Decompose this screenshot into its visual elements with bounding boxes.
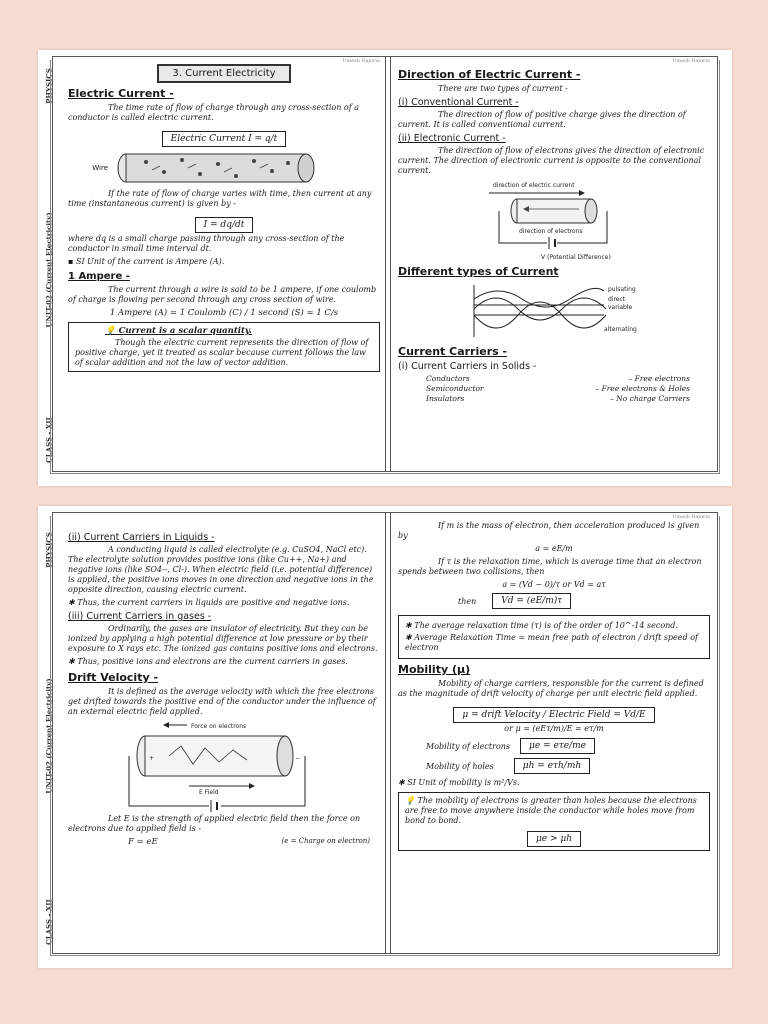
liquids-note: ✱ Thus, the current carriers in liquids are positive and negative ions. (68, 598, 350, 607)
mobility-holes-label: Mobility of holes (426, 761, 494, 771)
drift-text: It is defined as the average velocity with which the free electrons get drifted towards the positive end of the conductor under the influence of an external electric field applied. (68, 687, 376, 716)
ampere-definition: The current through a wire is said to be 1 ampere, if one coulomb of charge is flowing per second through any cross section of wire. (68, 285, 377, 304)
electronic-text: The direction of flow of electrons gives the direction of electronic current. The direction of electronic current is opposite to the conventional current. (398, 146, 705, 175)
drift-velocity-boxed: Vd = (eE/m)τ (492, 593, 571, 609)
fig-mid-label: direction of electrons (519, 228, 583, 235)
solid-carrier: – Free electrons & Holes (595, 384, 690, 393)
conventional-heading: (i) Conventional Current - (398, 97, 519, 108)
solids-heading: (i) Current Carriers in Solids - (398, 361, 537, 372)
then-label: then (458, 596, 477, 606)
solids-row (398, 384, 710, 394)
drift-velocity-row (398, 593, 710, 609)
bulb-icon: 💡 (405, 796, 415, 805)
mobility-electrons-label: Mobility of electrons (426, 741, 511, 751)
solid-material: Conductors (426, 374, 470, 383)
solids-row (398, 394, 710, 404)
solid-carrier: – Free electrons (628, 374, 690, 383)
si-unit-mobility: ✱ SI Unit of mobility is m²/Vs. (398, 778, 520, 787)
si-unit-mobility-text: SI Unit of mobility is m²/Vs. (407, 778, 520, 787)
gases-text: Ordinarily, the gases are insulator of electricity. But they can be ionized by applying a high potential difference at low pressure or by their exposure to X rays etc. The ionized gas contains positive ions and electrons. (68, 624, 378, 653)
plus-sign: + (149, 755, 155, 762)
wave-label-variable: variable (608, 304, 633, 311)
mobility-note (405, 796, 703, 826)
runner-author-right: Umesh Rajoria (672, 514, 710, 520)
relaxation-text: If τ is the relaxation time, which is average time that an electron spends between two collisions, then (398, 557, 702, 576)
class-label: CLASS - XII (44, 417, 54, 463)
wave-label-alternating: alternating (604, 326, 637, 333)
liquids-note-text: Thus, the current carriers in liquids are positive and negative ions. (77, 598, 350, 607)
solid-carrier: – No charge Carriers (610, 394, 690, 403)
minus-sign: − (295, 755, 301, 762)
scalar-note-title: Current is a scalar quantity. (118, 326, 252, 336)
column-divider (385, 56, 391, 472)
wave-label-pulsating: pulsating (608, 286, 636, 293)
mobility-heading: Mobility (μ) (398, 663, 471, 676)
page-1-right-column (398, 58, 710, 472)
relaxation-note-1-text: The average relaxation time (τ) is of the order of 10^-14 second. (414, 621, 678, 630)
mobility-compare: μe > μh (527, 831, 581, 847)
si-unit-current: ▪ SI Unit of the current is Ampere (A). (68, 257, 225, 266)
gases-heading: (iii) Current Carriers in gases - (68, 611, 212, 622)
conventional-text: The direction of flow of positive charge gives the direction of current. It is called conventional current. (398, 110, 686, 129)
electronic-heading: (ii) Electronic Current - (398, 133, 506, 144)
types-heading: Different types of Current (398, 265, 559, 278)
chapter-title: 3. Current Electricity (157, 64, 291, 83)
force-formula-row (68, 837, 380, 847)
si-unit-text: SI Unit of the current is Ampere (A). (75, 257, 225, 266)
mobility-holes-row (398, 758, 710, 774)
current-direction-diagram (429, 179, 679, 261)
current-formula: Electric Current I = q/t (162, 131, 287, 147)
drift-velocity-formula: a = (Vd − 0)/τ or Vd = aτ (502, 580, 606, 589)
mobility-text: Mobility of charge carriers, responsible for the current is defined as the magnitude of drift velocity of charge per unit electric field applied. (398, 679, 704, 698)
solids-row (398, 374, 710, 384)
page-1-left-column (68, 58, 380, 472)
acceleration-formula: a = eE/m (535, 544, 573, 553)
direction-heading: Direction of Electric Current - (398, 68, 581, 81)
section-heading: Electric Current - (68, 87, 174, 100)
page-2-left-column (68, 514, 380, 954)
force-text: Let E is the strength of applied electric field then the force on electrons due to applied field is - (68, 814, 361, 833)
drift-heading: Drift Velocity - (68, 671, 159, 684)
wave-label-direct: direct (608, 296, 626, 303)
scalar-note-box (68, 322, 380, 372)
ampere-heading: 1 Ampere - (68, 271, 130, 282)
acceleration-text: If m is the mass of electron, then acceleration produced is given by (398, 521, 700, 540)
scalar-note-text: Though the electric current represents the direction of flow of positive charge, yet it treated as scalar because current follows the law of scalar addition and not the law of vector addition. (75, 338, 369, 367)
solid-material: Insulators (426, 394, 465, 403)
runner-author: Umesh Rajoria (342, 58, 380, 64)
relaxation-note-2: ✱ Average Relaxation Time = mean free path of electron / drift speed of electron (405, 633, 698, 652)
varying-current-text: If the rate of flow of charge varies with time, then current at any time (instantaneous current) is given by - (68, 189, 372, 208)
dq-explanation: where dq is a small charge passing through any cross-section of the conductor in small time interval dt. (68, 234, 345, 253)
relaxation-box (398, 615, 710, 659)
subject-label: PHYSICS (44, 532, 54, 568)
mobility-electrons-row (398, 738, 710, 754)
mobility-electrons-formula: μe = eτe/me (520, 738, 595, 754)
wire-label: Wire (92, 164, 108, 172)
instantaneous-current-formula: I = dq/dt (195, 217, 254, 233)
force-formula: F = eE (128, 837, 158, 847)
fig-force-label: Force on electrons (191, 723, 247, 730)
liquids-heading: (ii) Current Carriers in Liquids - (68, 532, 215, 543)
runner-author-right: Umesh Rajoria (672, 58, 710, 64)
liquids-text: A conducting liquid is called electrolyte (e.g. CuSO4, NaCl etc). The electrolyte solution provides positive ions (like Cu++, Na+) and negative ions (like SO4--, Cl-). When electric field (i.e. potential difference) is applied, the positive ions moves in one direction and negative ions in the opposite direction, causing electric current. (68, 545, 374, 594)
class-label: CLASS - XII (44, 899, 54, 945)
fig-bottom-label: V (Potential Difference) (541, 254, 611, 261)
unit-label: UNIT-02 (Current Electricity) (44, 678, 54, 794)
unit-label: UNIT-02 (Current Electricity) (44, 212, 54, 328)
relaxation-note-2-text: Average Relaxation Time = mean free path of electron / drift speed of electron (405, 633, 698, 652)
force-note: (e = Charge on electron) (281, 837, 370, 845)
direction-intro: There are two types of current - (438, 84, 568, 93)
fig-top-label: direction of electric current (493, 182, 575, 189)
relaxation-note-1: ✱ The average relaxation time (τ) is of the order of 10^-14 second. (405, 621, 678, 630)
bulb-icon: 💡 (105, 326, 116, 336)
mobility-formula: μ = drift Velocity / Electric Field = Vd/E (453, 707, 654, 723)
current-types-graph (454, 281, 654, 341)
fig-field-label: E Field (199, 789, 219, 796)
scalar-note-heading (75, 326, 373, 336)
solid-material: Semiconductor (426, 384, 484, 393)
mobility-note-text: The mobility of electrons is greater than holes because the electrons are free to move anywhere inside the conductor while holes move from bond to bond. (405, 796, 697, 825)
ampere-formula: 1 Ampere (A) = 1 Coulomb (C) / 1 second (S) = 1 C/s (109, 308, 339, 318)
mobility-note-box (398, 792, 710, 851)
drift-velocity-diagram (109, 720, 339, 812)
gases-note: ✱ Thus, positive ions and electrons are the current carriers in gases. (68, 657, 348, 666)
carriers-heading: Current Carriers - (398, 345, 508, 358)
subject-label: PHYSICS (44, 68, 54, 104)
wire-diagram (112, 150, 322, 186)
page-1 (38, 50, 732, 486)
gases-note-text: Thus, positive ions and electrons are the current carriers in gases. (77, 657, 348, 666)
page-2-right-column (398, 514, 710, 954)
column-divider (385, 512, 391, 954)
page-2 (38, 506, 732, 968)
mobility-holes-formula: μh = eτh/mh (514, 758, 590, 774)
mobility-formula-2: or μ = (eEτ/m)/E = eτ/m (504, 724, 604, 733)
definition-text: The time rate of flow of charge through any cross-section of a conductor is called electric current. (68, 103, 359, 122)
